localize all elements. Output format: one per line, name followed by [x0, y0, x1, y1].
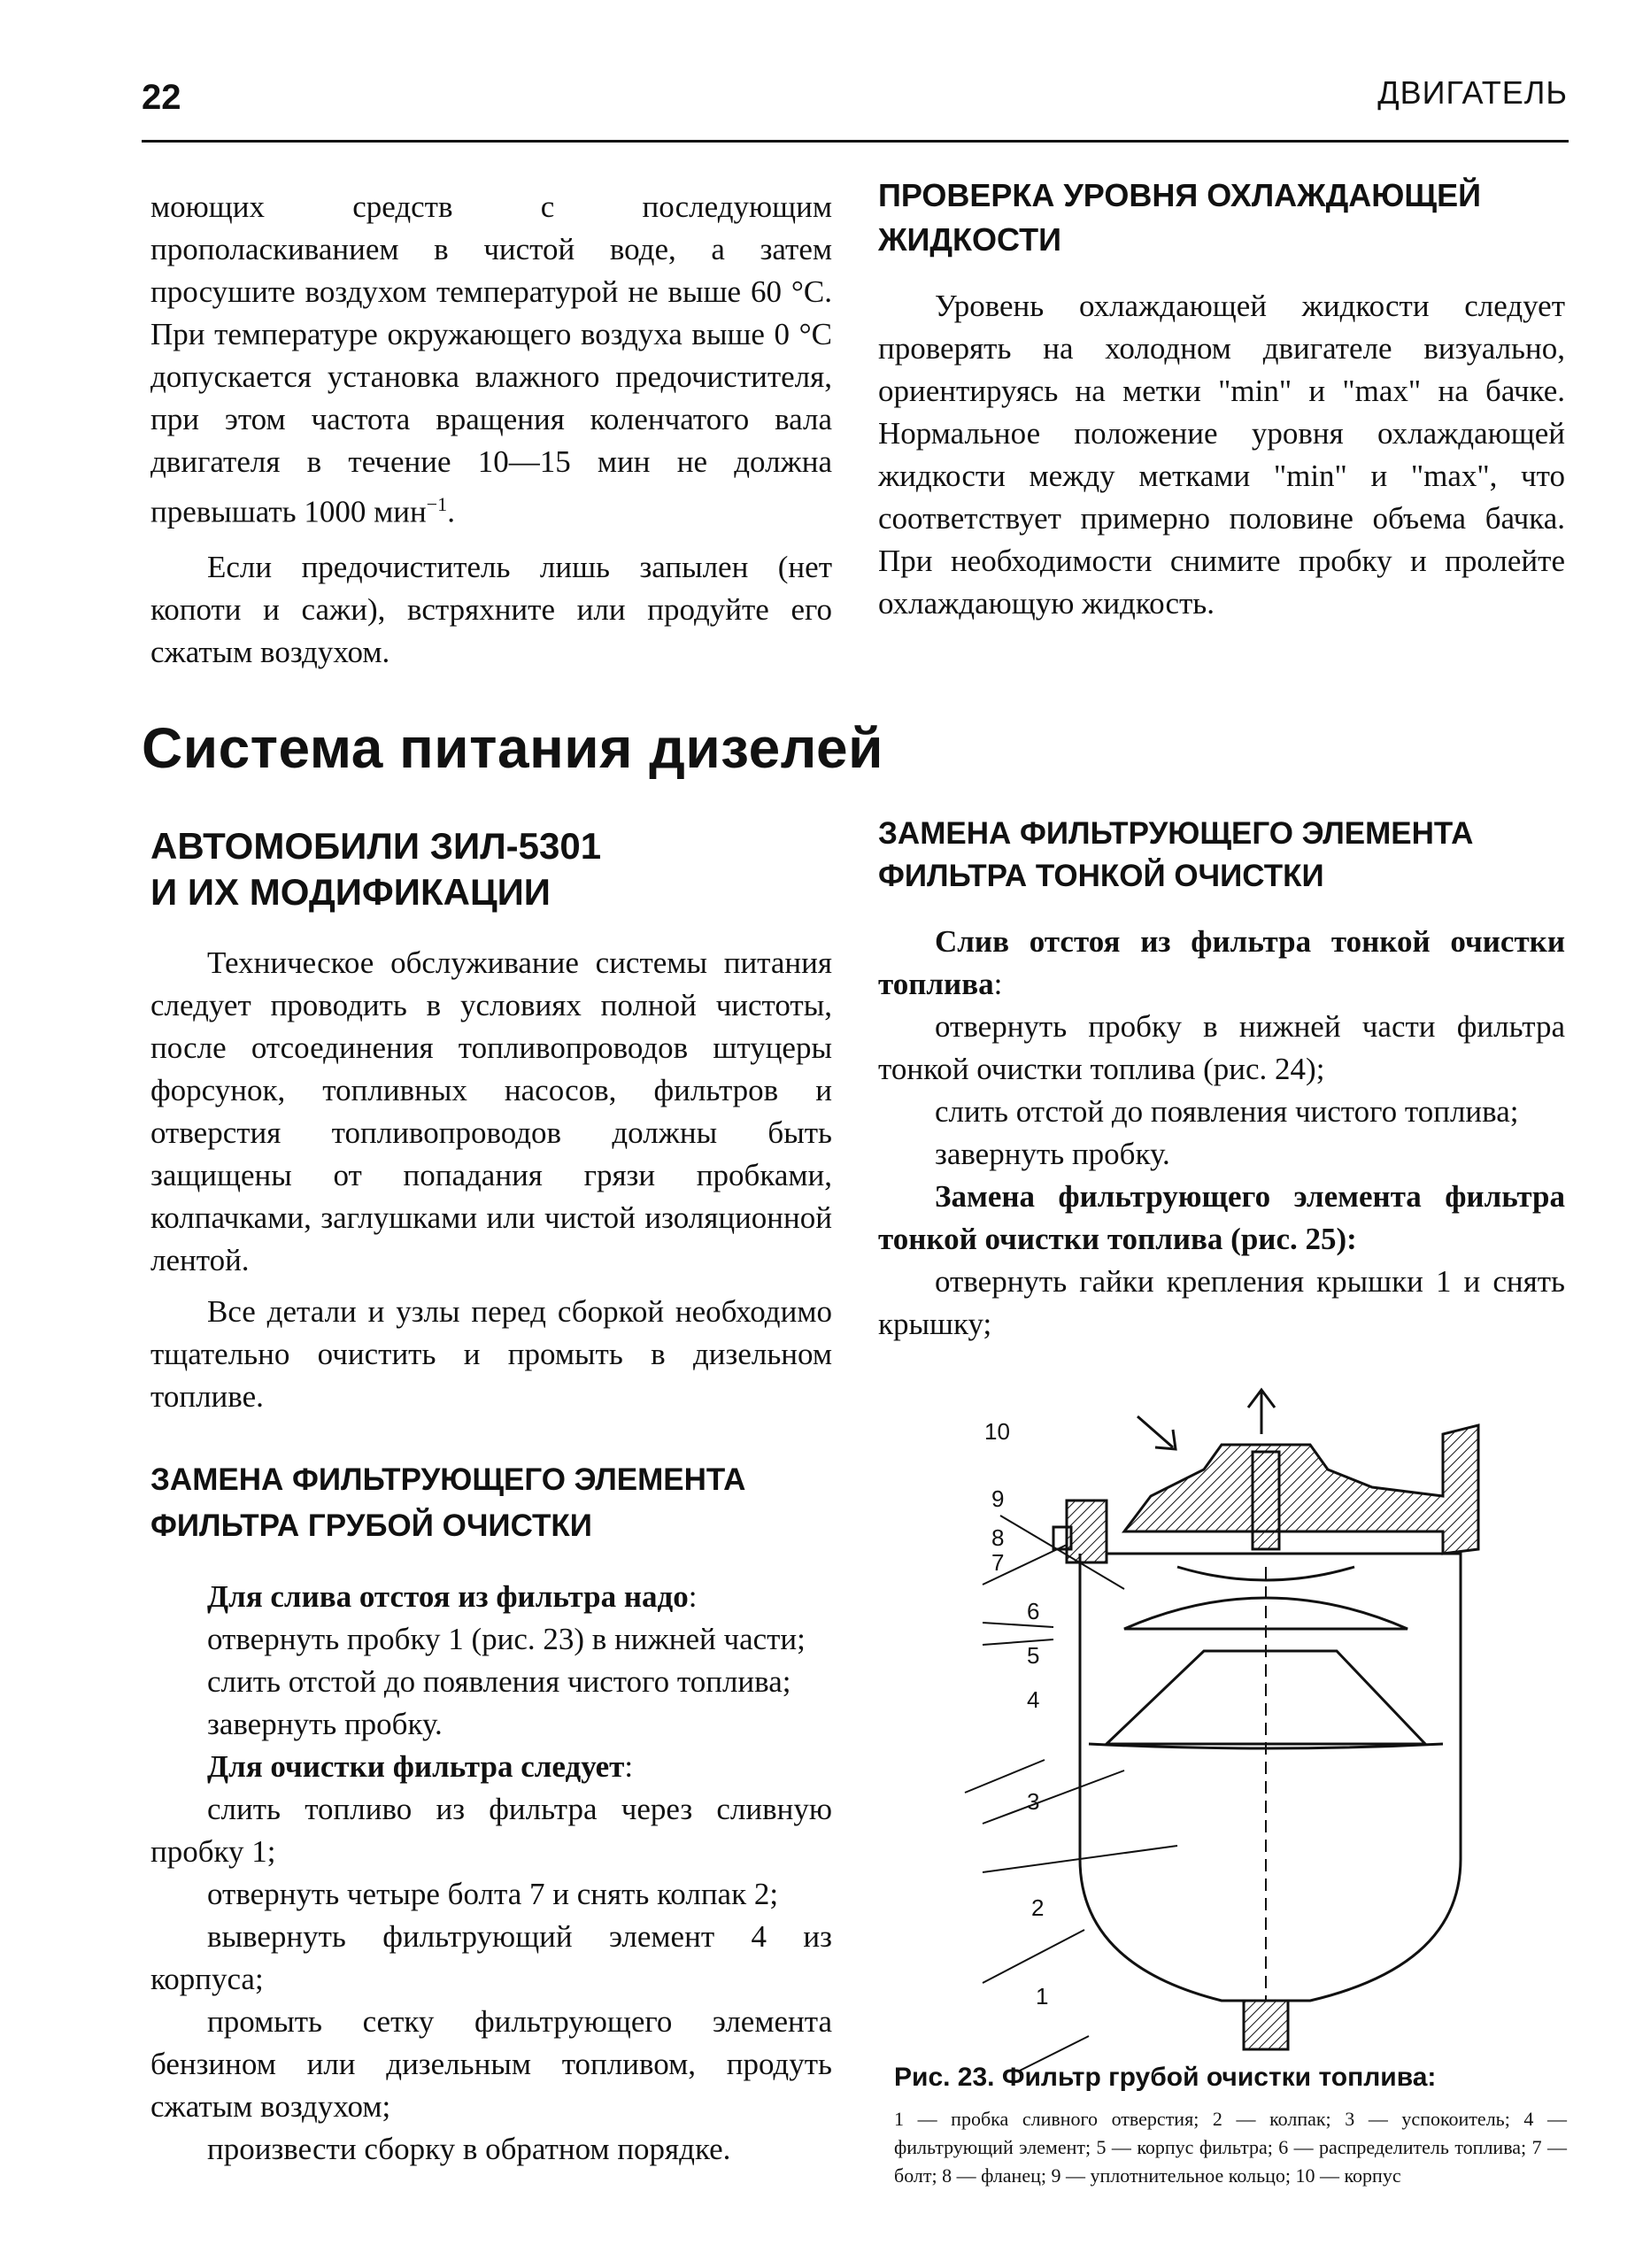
list-item: завернуть пробку. — [207, 1707, 443, 1741]
paragraph: Техническое обслуживание системы питания следует проводить в условиях полной чистоты, после отсоединения топливопроводов штуцеры форсунок, топливных насосов, фильтров и отверстия топливопроводов должны быть защищены от попадания грязи пробками, колпачками, заглушками или чистой изоляционной лентой. — [150, 945, 832, 1277]
section-title: Система питания дизелей — [142, 716, 883, 780]
paragraph: Слив отстоя из фильтра тонкой очистки топлива: — [878, 924, 1565, 1001]
drain-plug — [1244, 2001, 1288, 2049]
label-6: 6 — [1027, 1598, 1040, 1624]
label-9: 9 — [991, 1485, 1005, 1512]
figure-filter-diagram — [912, 1363, 1549, 2071]
filter-bowl — [1080, 1554, 1461, 2001]
list-item: слить отстой до появления чистого топлива; — [207, 1664, 791, 1699]
outlet-arrow — [1248, 1390, 1275, 1434]
list-item: промыть сетку фильтрующего элемента бензином или дизельным топливом, продуть сжатым воздухом; — [150, 2004, 832, 2124]
list-item: вывернуть фильтрующий элемент 4 из корпуса; — [150, 1919, 832, 1996]
paragraph: Если предочиститель лишь запылен (нет копоти и сажи), встряхните или продуйте его сжатым воздухом. — [150, 549, 832, 669]
inlet-arrow — [1138, 1416, 1176, 1449]
header-rule — [142, 140, 1569, 143]
right-bottom-column — [878, 813, 1565, 1346]
label-7: 7 — [991, 1549, 1005, 1576]
list-item: отвернуть четыре болта 7 и снять колпак 2; — [207, 1877, 779, 1911]
paragraph: Уровень охлаждающей жидкости следует проверять на холодном двигателе визуально, ориентируясь на метки "min" и "max" на бачке. Нормальное положение уровня охлаждающей жидкости между метками "min" и "max", что соответствует примерно половине объема бачка. При необходимости снимите пробку и пролейте охлаждающую жидкость. — [878, 289, 1565, 621]
heading-coolant: ПРОВЕРКА УРОВНЯ ОХЛАЖДАЮЩЕЙ ЖИДКОСТИ — [878, 177, 1481, 258]
paragraph: моющих средств с последующим прополаскиванием в чистой воде, а затем просушите воздухом температурой не выше 60 °С. При температуре окружающего воздуха выше 0 °С допускается установка влажного предочистителя, при этом частота вращения коленчатого вала двигателя в течение 10—15 мин не должна превышать 1000 мин$^{-1}$. — [150, 189, 832, 529]
label-5: 5 — [1027, 1642, 1040, 1669]
label-4: 4 — [1027, 1686, 1040, 1713]
label-2: 2 — [1031, 1894, 1045, 1921]
paragraph: Замена фильтрующего элемента фильтра тонкой очистки топлива (рис. 25): — [878, 1179, 1565, 1256]
list-item: отвернуть пробку 1 (рис. 23) в нижней части; — [207, 1622, 806, 1656]
running-header: ДВИГАТЕЛЬ — [1377, 74, 1568, 111]
label-1: 1 — [1036, 1983, 1049, 2010]
list-item: отвернуть пробку в нижней части фильтра тонкой очистки топлива (рис. 24); — [878, 1009, 1565, 1086]
figure-caption-title: Рис. 23. Фильтр грубой очистки топлива: — [894, 2063, 1437, 2092]
center-stem — [1253, 1452, 1279, 1549]
left-bottom-column — [150, 823, 832, 2171]
list-item: слить топливо из фильтра через сливную пробку 1; — [150, 1792, 832, 1869]
bolt-left — [1067, 1500, 1107, 1562]
right-top-column — [878, 174, 1565, 625]
left-top-column — [150, 186, 832, 674]
label-3: 3 — [1027, 1788, 1040, 1815]
paragraph: Все детали и узлы перед сборкой необходимо тщательно очистить и промыть в дизельном топливе. — [150, 1294, 832, 1414]
list-item: отвернуть гайки крепления крышки 1 и снять крышку; — [878, 1264, 1565, 1341]
label-8: 8 — [991, 1524, 1005, 1551]
heading-coarse-filter: ЗАМЕНА ФИЛЬТРУЮЩЕГО ЭЛЕМЕНТА ФИЛЬТРА ГРУБОЙ ОЧИСТКИ — [150, 1462, 746, 1543]
filter-cover — [1124, 1425, 1478, 1554]
heading-fine-filter: ЗАМЕНА ФИЛЬТРУЮЩЕГО ЭЛЕМЕНТА ФИЛЬТРА ТОНКОЙ ОЧИСТКИ — [878, 816, 1474, 893]
list-item: слить отстой до появления чистого топлива; — [935, 1094, 1519, 1129]
page-number: 22 — [142, 78, 181, 117]
filter-drawing — [912, 1363, 1549, 2071]
list-item: завернуть пробку. — [935, 1137, 1170, 1171]
figure-caption-legend: 1 — пробка сливного отверстия; 2 — колпак; 3 — успокоитель; 4 — фильтрующий элемент; 5 — корпус фильтра; 6 — распределитель топлива; 7 — болт; 8 — фланец; 9 — уплотнительное кольцо; 10 — корпус — [894, 2108, 1567, 2187]
paragraph: Для слива отстоя из фильтра надо: — [207, 1579, 698, 1614]
list-item: произвести сборку в обратном порядке. — [207, 2132, 731, 2166]
heading-zil: АВТОМОБИЛИ ЗИЛ-5301 И ИХ МОДИФИКАЦИИ — [150, 825, 602, 913]
paragraph: Для очистки фильтра следует: — [207, 1749, 634, 1784]
label-10: 10 — [984, 1418, 1010, 1445]
